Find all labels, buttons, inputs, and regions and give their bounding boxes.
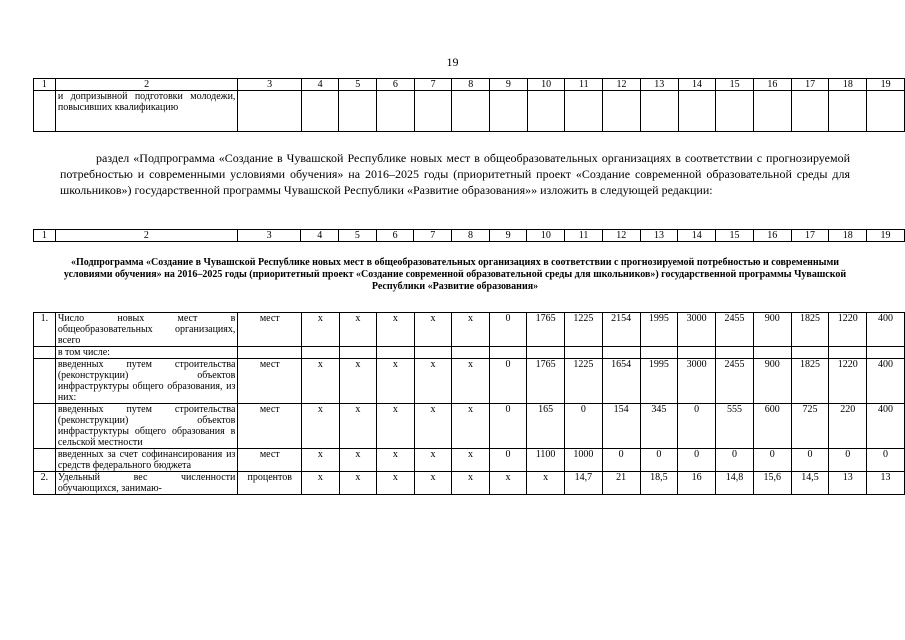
table-cell — [603, 91, 641, 132]
row-number-cell — [34, 347, 56, 359]
value-cell — [302, 347, 340, 359]
value-cell — [753, 347, 791, 359]
column-number: 8 — [452, 230, 490, 242]
unit-cell: мест — [238, 359, 302, 404]
table-cell — [238, 91, 301, 132]
column-number: 5 — [339, 79, 377, 91]
value-cell: 1220 — [829, 313, 867, 347]
value-cell: х — [414, 449, 452, 472]
value-cell: 0 — [791, 449, 829, 472]
column-number: 16 — [754, 79, 792, 91]
column-number: 2 — [55, 230, 237, 242]
value-cell: 1225 — [565, 359, 603, 404]
column-number: 12 — [602, 230, 640, 242]
column-number-row — [34, 79, 905, 91]
column-number-row — [34, 230, 905, 242]
unit-cell: мест — [238, 404, 302, 449]
table-row — [34, 404, 905, 449]
column-number: 11 — [565, 79, 603, 91]
value-cell — [377, 347, 415, 359]
column-number: 2 — [55, 79, 238, 91]
column-number: 11 — [565, 230, 603, 242]
value-cell: 400 — [867, 404, 905, 449]
column-number: 14 — [678, 79, 716, 91]
value-cell: 15,6 — [753, 472, 791, 495]
column-number: 19 — [867, 79, 905, 91]
column-number: 3 — [237, 230, 300, 242]
value-cell: х — [302, 359, 340, 404]
table-row — [34, 313, 905, 347]
value-cell: х — [414, 472, 452, 495]
value-cell: 165 — [527, 404, 565, 449]
value-cell: х — [339, 449, 377, 472]
table-cell — [791, 91, 829, 132]
page-number: 19 — [446, 55, 459, 69]
indicator-name-cell: введенных за счет софинансирования из средств федерального бюджета — [55, 449, 238, 472]
table-cell — [452, 91, 490, 132]
value-cell: 3000 — [678, 359, 716, 404]
value-cell: х — [414, 404, 452, 449]
value-cell: 18,5 — [640, 472, 678, 495]
value-cell: х — [452, 359, 490, 404]
value-cell — [602, 347, 640, 359]
column-number: 12 — [603, 79, 641, 91]
indicator-name-cell: введенных путем строительства (реконструкции) объектов инфраструктуры общего образования, из них: — [55, 359, 238, 404]
value-cell: х — [377, 449, 415, 472]
table-cell: и допризывной подготовки молодежи, повысивших квалификацию — [55, 91, 238, 132]
column-number: 17 — [791, 79, 829, 91]
indicator-name-cell: в том числе: — [55, 347, 238, 359]
indicator-name-cell: Удельный вес численности обучающихся, занимаю- — [55, 472, 238, 495]
value-cell — [829, 347, 867, 359]
indicators-table — [33, 312, 905, 495]
table-cell — [490, 91, 528, 132]
value-cell: 0 — [829, 449, 867, 472]
column-number: 7 — [414, 230, 452, 242]
column-number: 19 — [867, 230, 905, 242]
value-cell: х — [339, 313, 377, 347]
value-cell: 400 — [867, 313, 905, 347]
table-cell — [527, 91, 565, 132]
value-cell: 14,7 — [565, 472, 603, 495]
value-cell — [565, 347, 603, 359]
column-number: 1 — [34, 230, 56, 242]
column-number: 15 — [716, 79, 754, 91]
column-number: 7 — [414, 79, 452, 91]
column-number: 18 — [829, 230, 867, 242]
row-number-cell: 1. — [34, 313, 56, 347]
column-number: 4 — [301, 230, 339, 242]
value-cell: х — [452, 404, 490, 449]
value-cell: 16 — [678, 472, 716, 495]
value-cell: х — [377, 359, 415, 404]
value-cell: 154 — [602, 404, 640, 449]
column-number: 16 — [753, 230, 791, 242]
value-cell — [339, 347, 377, 359]
value-cell: х — [302, 404, 340, 449]
value-cell: 21 — [602, 472, 640, 495]
value-cell: 1000 — [565, 449, 603, 472]
column-number: 13 — [640, 79, 678, 91]
value-cell: 900 — [753, 359, 791, 404]
value-cell: х — [377, 472, 415, 495]
table-row — [34, 449, 905, 472]
value-cell: 0 — [678, 404, 716, 449]
value-cell: х — [452, 313, 490, 347]
column-number: 1 — [34, 79, 56, 91]
column-number: 5 — [339, 230, 377, 242]
column-number: 14 — [678, 230, 716, 242]
value-cell: 1825 — [791, 359, 829, 404]
table-row — [34, 359, 905, 404]
column-number: 13 — [640, 230, 678, 242]
value-cell: х — [339, 472, 377, 495]
table-cell — [678, 91, 716, 132]
value-cell: х — [302, 449, 340, 472]
value-cell: х — [452, 449, 490, 472]
value-cell: 1765 — [527, 359, 565, 404]
value-cell: 14,5 — [791, 472, 829, 495]
row-number-cell — [34, 449, 56, 472]
value-cell: х — [489, 472, 527, 495]
value-cell: 0 — [753, 449, 791, 472]
column-number: 6 — [376, 230, 414, 242]
table-cell — [754, 91, 792, 132]
value-cell: 1220 — [829, 359, 867, 404]
value-cell: х — [414, 359, 452, 404]
value-cell: 0 — [867, 449, 905, 472]
value-cell: 725 — [791, 404, 829, 449]
indicators-body — [34, 313, 905, 495]
value-cell — [791, 347, 829, 359]
value-cell: 1995 — [640, 313, 678, 347]
value-cell: 0 — [602, 449, 640, 472]
value-cell: 0 — [640, 449, 678, 472]
value-cell: 1225 — [565, 313, 603, 347]
value-cell — [678, 347, 716, 359]
table-cell — [716, 91, 754, 132]
value-cell: х — [414, 313, 452, 347]
value-cell: 0 — [716, 449, 754, 472]
table-row — [34, 472, 905, 495]
table-cell — [565, 91, 603, 132]
value-cell: 13 — [829, 472, 867, 495]
value-cell: х — [527, 472, 565, 495]
value-cell — [452, 347, 490, 359]
value-cell — [640, 347, 678, 359]
row-number-cell: 2. — [34, 472, 56, 495]
value-cell: 14,8 — [716, 472, 754, 495]
value-cell: 900 — [753, 313, 791, 347]
column-number: 18 — [829, 79, 867, 91]
value-cell: х — [302, 313, 340, 347]
indicator-name-cell: введенных путем строительства (реконструкции) объектов инфраструктуры общего образования в сельской местности — [55, 404, 238, 449]
value-cell: 0 — [489, 313, 527, 347]
value-cell: 220 — [829, 404, 867, 449]
column-number-table — [33, 229, 905, 242]
column-number: 10 — [527, 79, 565, 91]
value-cell: х — [339, 404, 377, 449]
subprogram-heading: «Подпрограмма «Создание в Чувашской Республике новых мест в общеобразовательных организациях в соответствии с прогнозируемой потребностью и современными условиями обучения» на 2016–2025 годы (приоритетный проект «Создание современной образовательной среды для школьников») государственной программы Чувашской Республики «Развитие образования» — [63, 257, 847, 292]
continuation-table — [33, 78, 905, 132]
value-cell: 555 — [716, 404, 754, 449]
table-cell — [867, 91, 905, 132]
value-cell: 345 — [640, 404, 678, 449]
column-number: 15 — [716, 230, 754, 242]
value-cell: 0 — [489, 359, 527, 404]
value-cell: 1654 — [602, 359, 640, 404]
column-number: 6 — [377, 79, 415, 91]
indicator-name-cell: Число новых мест в общеобразовательных организациях, всего — [55, 313, 238, 347]
value-cell: 600 — [753, 404, 791, 449]
value-cell: х — [377, 404, 415, 449]
row-number-cell — [34, 359, 56, 404]
table-cell — [34, 91, 56, 132]
value-cell: х — [452, 472, 490, 495]
column-number: 10 — [527, 230, 565, 242]
value-cell — [527, 347, 565, 359]
unit-cell: мест — [238, 449, 302, 472]
value-cell: 400 — [867, 359, 905, 404]
table-cell — [377, 91, 415, 132]
value-cell — [489, 347, 527, 359]
table-cell — [339, 91, 377, 132]
value-cell: 0 — [489, 449, 527, 472]
table-cell — [829, 91, 867, 132]
value-cell — [414, 347, 452, 359]
value-cell: 2154 — [602, 313, 640, 347]
table-cell — [301, 91, 339, 132]
value-cell: 0 — [489, 404, 527, 449]
unit-cell — [238, 347, 302, 359]
value-cell: 1100 — [527, 449, 565, 472]
value-cell: х — [339, 359, 377, 404]
table-row — [34, 347, 905, 359]
value-cell — [716, 347, 754, 359]
value-cell: 2455 — [716, 313, 754, 347]
value-cell: 1995 — [640, 359, 678, 404]
amendment-paragraph: раздел «Подпрограмма «Создание в Чувашской Республике новых мест в общеобразовательных организациях в соответствии с прогнозируемой потребностью и современными условиями обучения» на 2016–2025 годы (приоритетный проект «Создание современной образовательной среды для школьников») государственной программы Чувашской Республики «Развитие образования»» изложить в следующей редакции: — [60, 151, 850, 197]
value-cell: 3000 — [678, 313, 716, 347]
unit-cell: процентов — [238, 472, 302, 495]
table-row — [34, 91, 905, 132]
value-cell: 13 — [867, 472, 905, 495]
column-number: 9 — [490, 79, 528, 91]
column-number: 3 — [238, 79, 301, 91]
unit-cell: мест — [238, 313, 302, 347]
value-cell: 1765 — [527, 313, 565, 347]
column-number: 4 — [301, 79, 339, 91]
value-cell: х — [377, 313, 415, 347]
table-cell — [640, 91, 678, 132]
value-cell: х — [302, 472, 340, 495]
table-cell — [414, 91, 452, 132]
value-cell: 2455 — [716, 359, 754, 404]
value-cell: 0 — [565, 404, 603, 449]
row-number-cell — [34, 404, 56, 449]
value-cell — [867, 347, 905, 359]
value-cell: 0 — [678, 449, 716, 472]
column-number: 9 — [489, 230, 527, 242]
column-number: 8 — [452, 79, 490, 91]
column-number: 17 — [791, 230, 829, 242]
value-cell: 1825 — [791, 313, 829, 347]
